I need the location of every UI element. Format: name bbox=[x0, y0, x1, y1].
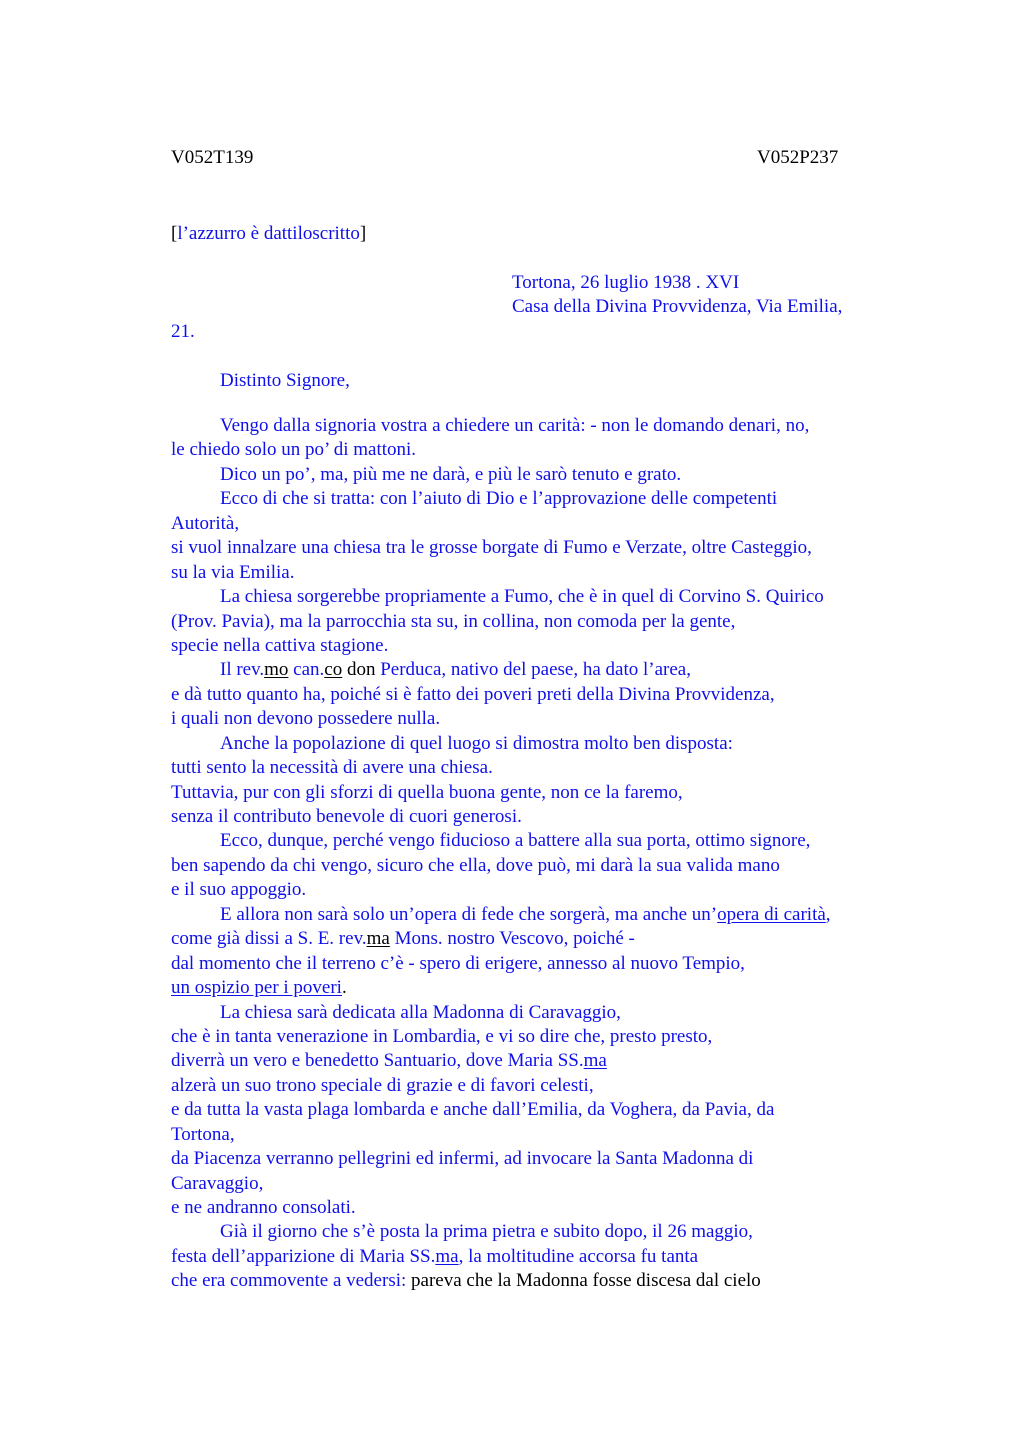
body-line bbox=[171, 781, 931, 805]
typed-text: Ecco, dunque, perché vengo fiducioso a battere alla sua porta, ottimo signore, bbox=[220, 830, 811, 852]
body-line bbox=[171, 829, 931, 853]
handwritten-text: . bbox=[341, 977, 347, 999]
body-line bbox=[171, 1196, 931, 1220]
body-line bbox=[171, 952, 931, 976]
body-line bbox=[171, 463, 931, 487]
body-line bbox=[171, 854, 931, 878]
body-line bbox=[171, 512, 931, 536]
body-line bbox=[171, 1001, 931, 1025]
typed-text: Già il giorno che s’è posta la prima pietra e subito dopo, il 26 maggio, bbox=[220, 1221, 753, 1243]
body-line bbox=[171, 1147, 931, 1171]
typed-text: si vuol innalzare una chiesa tra le grosse borgate di Fumo e Verzate, oltre Casteggio, bbox=[171, 537, 812, 559]
typed-text: Mons. nostro Vescovo, poiché - bbox=[389, 928, 635, 950]
typed-text: e da tutta la vasta plaga lombarda e anche dall’Emilia, da Voghera, da Pavia, da bbox=[171, 1099, 775, 1121]
note-bracket-close: ] bbox=[359, 223, 367, 244]
body-line bbox=[171, 658, 931, 682]
typed-text: Tuttavia, pur con gli sforzi di quella buona gente, non ce la faremo, bbox=[171, 781, 683, 803]
sender-address: Casa della Divina Provvidenza, Via Emilia, bbox=[512, 296, 843, 317]
typed-text: e ne andranno consolati. bbox=[171, 1197, 356, 1218]
body-line bbox=[171, 1049, 931, 1073]
salutation: Distinto Signore, bbox=[220, 370, 350, 391]
body-line bbox=[171, 1123, 931, 1147]
typed-text: E allora non sarà solo un’opera di fede che sorgerà, ma anche un’ bbox=[220, 903, 718, 925]
body-line bbox=[171, 976, 931, 1000]
typed-text: Perduca, nativo del paese, ha dato l’area, bbox=[375, 659, 691, 681]
editorial-note bbox=[171, 222, 366, 246]
typed-text: da Piacenza verranno pellegrini ed infermi, ad invocare la Santa Madonna di bbox=[171, 1148, 754, 1170]
typed-text: diverrà un vero e benedetto Santuario, dove Maria SS. bbox=[171, 1050, 584, 1072]
body-line bbox=[171, 1098, 931, 1122]
typed-text: ben sapendo da chi vengo, sicuro che ella, dove può, mi darà la sua valida mano bbox=[171, 854, 780, 876]
place-date: Tortona, 26 luglio 1938 . XVI bbox=[512, 272, 740, 293]
typed-text: senza il contributo benevole di cuori generosi. bbox=[171, 806, 522, 827]
typed-text: che è in tanta venerazione in Lombardia, e vi so dire che, presto presto, bbox=[171, 1025, 713, 1047]
typed-text: , bbox=[825, 903, 831, 925]
body-line bbox=[171, 634, 931, 658]
typed-text: e dà tutto quanto ha, poiché si è fatto dei poveri preti della Divina Provvidenza, bbox=[171, 683, 775, 705]
body-line bbox=[171, 585, 931, 609]
underlined-text: ma bbox=[583, 1050, 607, 1072]
typed-text: Caravaggio, bbox=[171, 1172, 264, 1194]
underlined-text: ma bbox=[435, 1245, 459, 1267]
typed-text: , la moltitudine accorsa fu tanta bbox=[458, 1245, 699, 1267]
body-line bbox=[171, 903, 931, 927]
underlined-text: un ospizio per i poveri bbox=[171, 977, 342, 999]
underlined-text: co bbox=[324, 659, 343, 681]
note-bracket-open: [ bbox=[171, 223, 178, 244]
body-line bbox=[171, 1025, 931, 1049]
typed-text: tutti sento la necessità di avere una chiesa. bbox=[171, 757, 493, 779]
typed-text: su la via Emilia. bbox=[171, 561, 295, 583]
body-line bbox=[171, 414, 931, 438]
body-line bbox=[171, 1220, 931, 1244]
typed-text: e il suo appoggio. bbox=[171, 879, 307, 901]
typed-text: i quali non devono possedere nulla. bbox=[171, 708, 441, 730]
body-line bbox=[171, 878, 931, 902]
underlined-text: opera di carità bbox=[717, 903, 826, 925]
body-line bbox=[171, 805, 931, 829]
underlined-text: ma bbox=[366, 928, 390, 950]
typed-text: can. bbox=[288, 659, 325, 681]
typed-text: Vengo dalla signoria vostra a chiedere un carità: - non le domando denari, no, bbox=[220, 415, 810, 436]
letter-body bbox=[171, 414, 931, 1294]
typed-text: Anche la popolazione di quel luogo si dimostra molto ben disposta: bbox=[220, 732, 733, 754]
handwritten-text: don bbox=[342, 659, 376, 681]
typed-text: Tortona, bbox=[171, 1123, 235, 1145]
typed-text: le chiedo solo un po’ di mattoni. bbox=[171, 439, 417, 461]
body-line bbox=[171, 1245, 931, 1269]
document-code-left: V052T139 bbox=[171, 147, 254, 168]
body-line bbox=[171, 1074, 931, 1098]
typed-text: Dico un po’, ma, più me ne darà, e più le sarò tenuto e grato. bbox=[220, 463, 682, 485]
body-line bbox=[171, 1269, 931, 1293]
typed-text: Il rev. bbox=[220, 659, 265, 681]
typed-text: La chiesa sorgerebbe propriamente a Fumo, che è in quel di Corvino S. Quirico bbox=[220, 586, 824, 608]
body-line bbox=[171, 732, 931, 756]
typed-text: (Prov. Pavia), ma la parrocchia sta su, in collina, non comoda per la gente, bbox=[171, 610, 736, 632]
body-line bbox=[171, 707, 931, 731]
typed-text: Autorità, bbox=[171, 512, 240, 534]
note-text: l’azzurro è dattiloscritto bbox=[177, 223, 360, 244]
sender-address-continued: 21. bbox=[171, 321, 195, 342]
body-line bbox=[171, 683, 931, 707]
document-code-right: V052P237 bbox=[757, 147, 839, 168]
typed-text: specie nella cattiva stagione. bbox=[171, 634, 389, 656]
body-line bbox=[171, 536, 931, 560]
typed-text: come già dissi a S. E. rev. bbox=[171, 928, 367, 950]
typed-text: che era commovente a vedersi: bbox=[171, 1270, 407, 1292]
body-line bbox=[171, 561, 931, 585]
body-line bbox=[171, 927, 931, 951]
typed-text: dal momento che il terreno c’è - spero di erigere, annesso al nuovo Tempio, bbox=[171, 952, 745, 974]
body-line bbox=[171, 1172, 931, 1196]
typed-text: La chiesa sarà dedicata alla Madonna di Caravaggio, bbox=[220, 1001, 621, 1023]
typed-text: alzerà un suo trono speciale di grazie e di favori celesti, bbox=[171, 1074, 594, 1096]
typed-text: festa dell’apparizione di Maria SS. bbox=[171, 1245, 436, 1267]
typed-text: Ecco di che si tratta: con l’aiuto di Dio e l’approvazione delle competenti bbox=[220, 488, 778, 510]
body-line bbox=[171, 756, 931, 780]
underlined-text: mo bbox=[264, 659, 289, 681]
body-line bbox=[171, 610, 931, 634]
body-line bbox=[171, 438, 931, 462]
body-line bbox=[171, 487, 931, 511]
handwritten-text: pareva che la Madonna fosse discesa dal cielo bbox=[406, 1270, 761, 1292]
